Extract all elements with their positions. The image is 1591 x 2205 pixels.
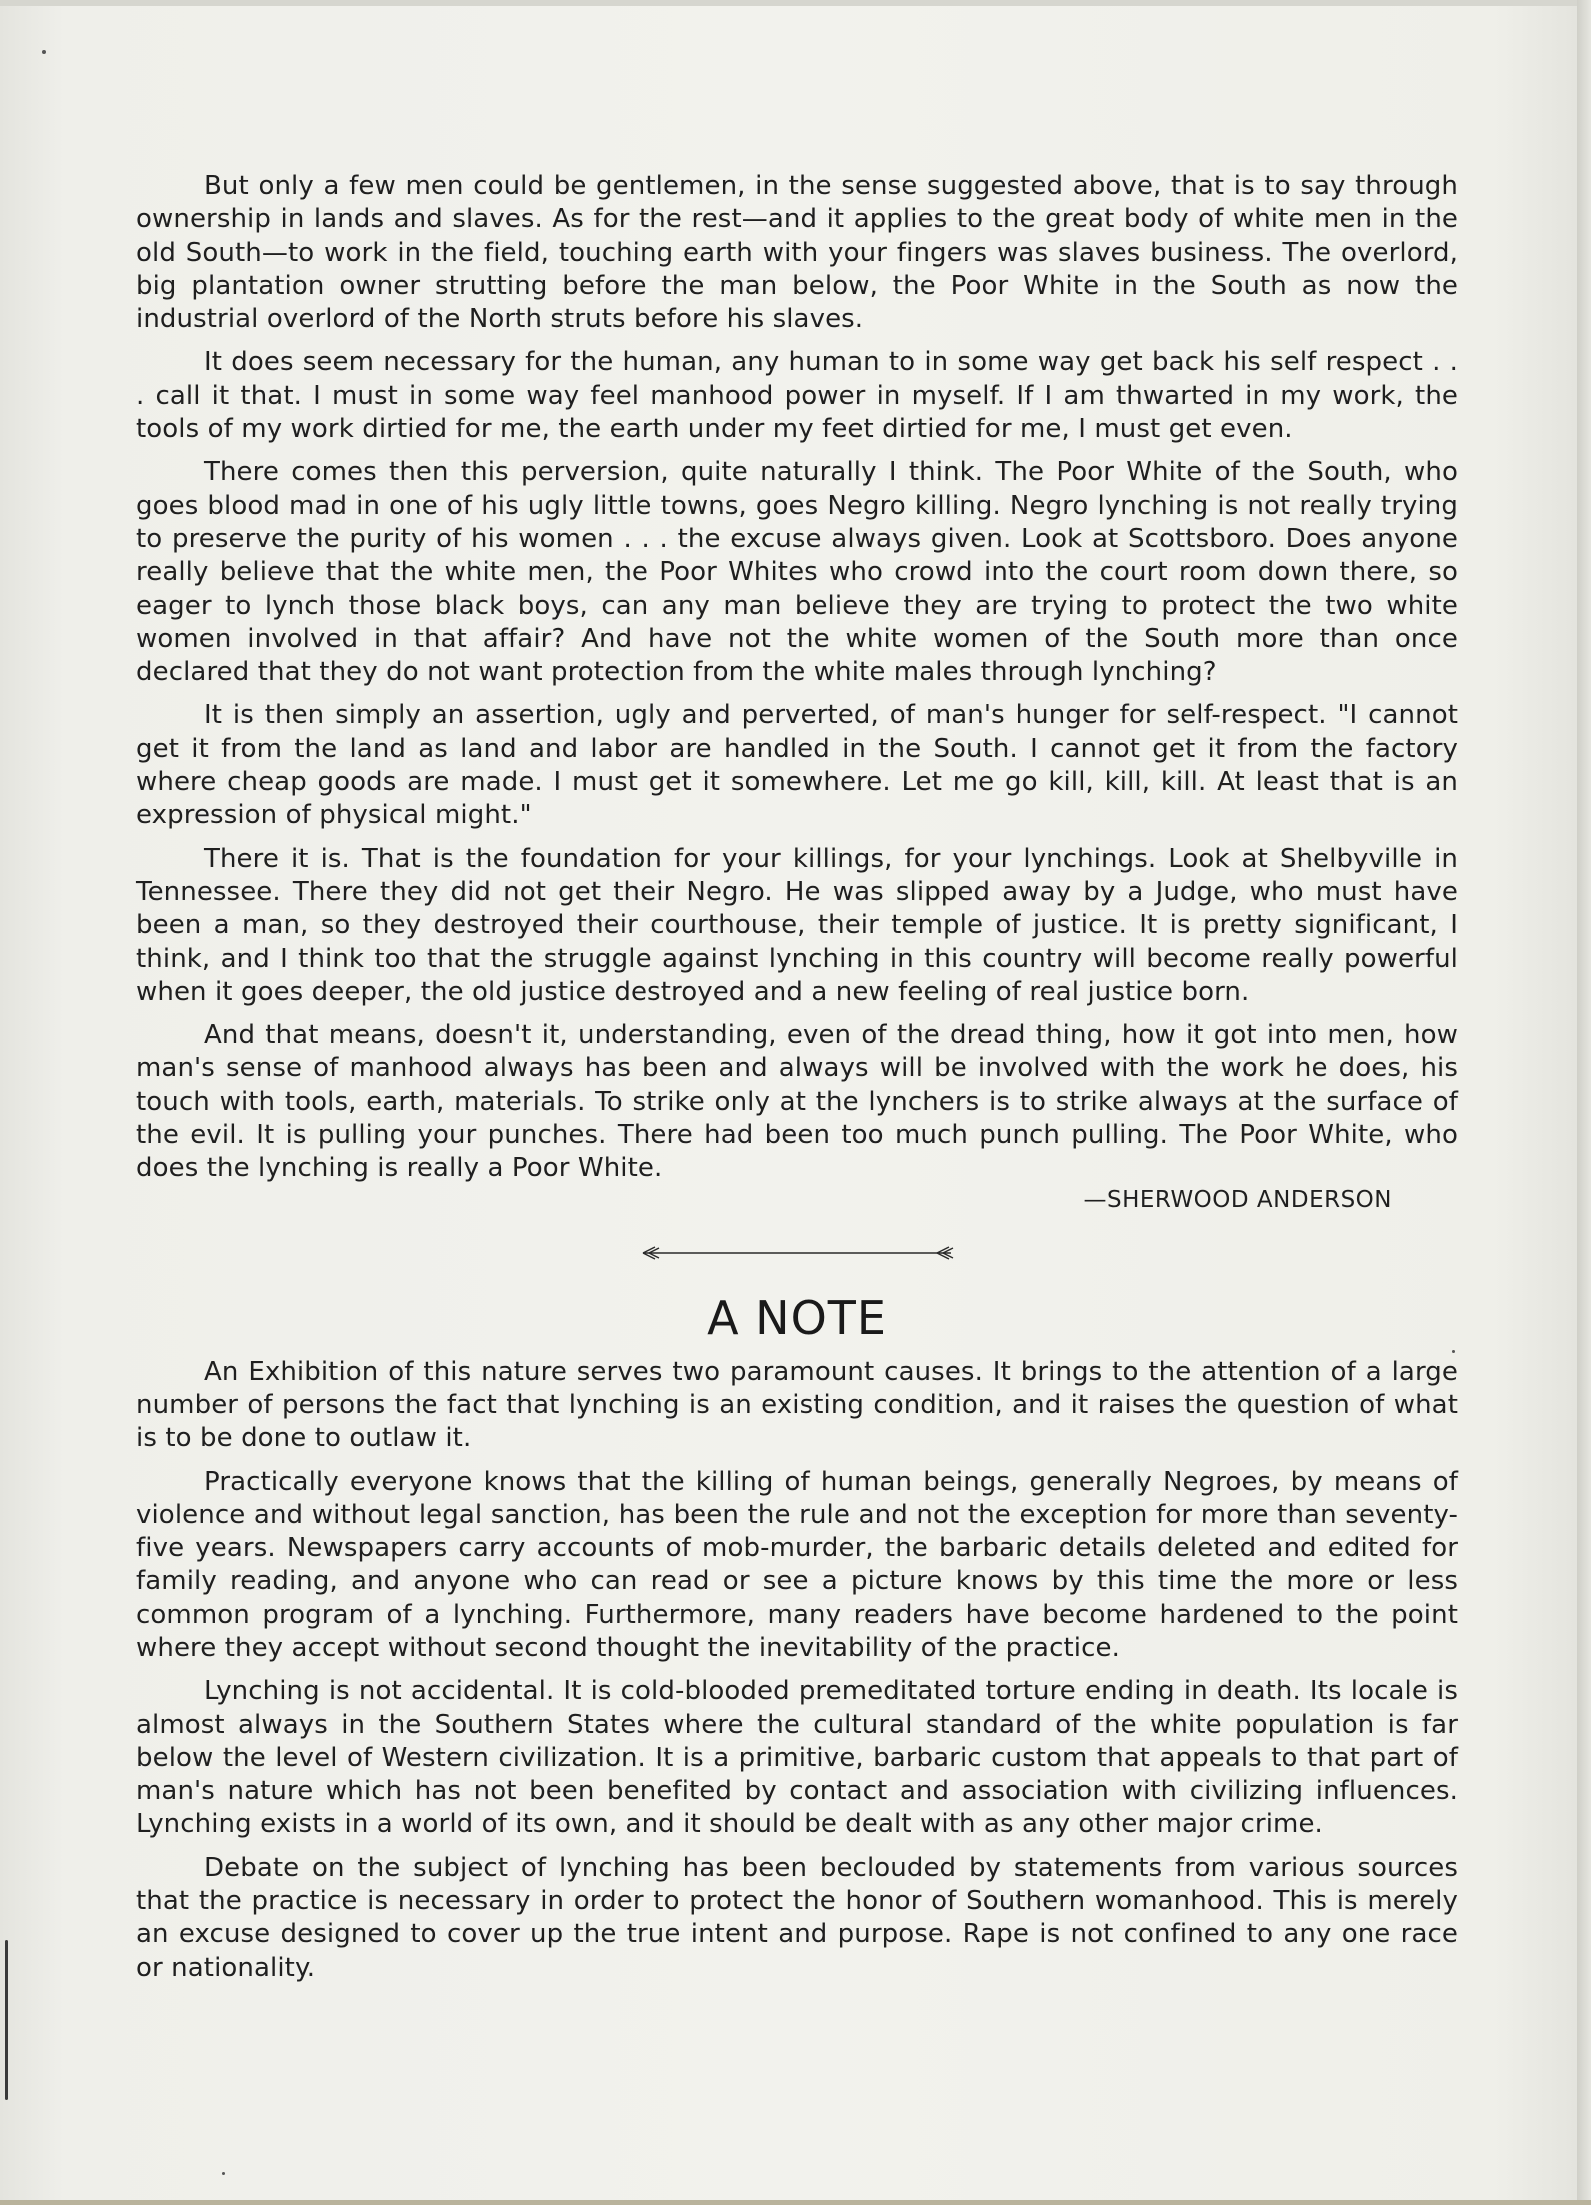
text-column: [136, 170, 1458, 1995]
article-paragraph: It does seem necessary for the human, any human to in some way get back his self respect . . . call it that. I must in some way feel manhood power in myself. If I am thwarted in my work, the tools of my work dirtied for me, the earth under my feet dirtied for me, I must get even.: [136, 347, 1458, 445]
binding-mark: [5, 1940, 8, 2100]
article-paragraph: It is then simply an assertion, ugly and perverted, of man's hunger for self-respect. "I cannot get it from the land as land and labor are handled in the South. I cannot get it from the factory where cheap goods are made. I must get it somewhere. Let me go kill, kill, kill. At least that is an expression of physical might.": [136, 700, 1458, 831]
article-paragraph: And that means, doesn't it, understanding, even of the dread thing, how it got into men, how man's sense of manhood always has been and always will be involved with the work he does, his touch with tools, earth, materials. To strike only at the lynchers is to strike always at the surface of the evil. It is pulling your punches. There had been too much punch pulling. The Poor White, who does the lynching is really a Poor White.: [136, 1020, 1458, 1184]
note-paragraph: Practically everyone knows that the killing of human beings, generally Negroes, by means of violence and without legal sanction, has been the rule and not the exception for more than seventy-five years. Newspapers carry accounts of mob-murder, the barbaric details deleted and edited for family reading, and anyone who can read or see a picture knows by this time the more or less common program of a lynching. Furthermore, many readers have become hardened to the point where they accept without second thought the inevitability of the practice.: [136, 1466, 1458, 1663]
article-section: [136, 170, 1458, 1218]
article-paragraph: There comes then this perversion, quite naturally I think. The Poor White of the South, who goes blood mad in one of his ugly little towns, goes Negro killing. Negro lynching is not really trying to preserve the purity of his women . . . the excuse always given. Look at Scottsboro. Does anyone really believe that the white men, the Poor Whites who crowd into the court room down there, so eager to lynch those black boys, can any man believe they are trying to protect the two white women involved in that affair? And have not the white women of the South more than once declared that they do not want protection from the white males through lynching?: [136, 457, 1458, 688]
note-section: [136, 1288, 1458, 1985]
note-paragraph: An Exhibition of this nature serves two paramount causes. It brings to the attention of a large number of persons the fact that lynching is an existing condition, and it raises the question of what is to be done to outlaw it.: [136, 1356, 1458, 1454]
page-bottom-edge: [0, 2200, 1591, 2205]
article-paragraph: But only a few men could be gentlemen, in the sense suggested above, that is to say through ownership in lands and slaves. As for the rest—and it applies to the great body of white men in the old South—to work in the field, touching earth with your fingers was slaves business. The overlord, big plantation owner strutting before the man below, the Poor White in the South as now the industrial overlord of the North struts before his slaves.: [136, 171, 1458, 335]
paper-speck: [222, 2172, 225, 2175]
note-paragraph: Debate on the subject of lynching has been beclouded by statements from various sources that the practice is necessary in order to protect the honor of Southern womanhood. This is merely an excuse designed to cover up the true intent and purpose. Rape is not confined to any one race or nationality.: [136, 1852, 1458, 1983]
page-top-edge: [0, 0, 1591, 6]
paper-speck: [42, 50, 46, 54]
note-heading: A NOTE: [707, 1290, 887, 1345]
page-right-edge: [1577, 0, 1591, 2205]
article-paragraph: There it is. That is the foundation for your killings, for your lynchings. Look at Shelbyville in Tennessee. There they did not get their Negro. He was slipped away by a Judge, who must have been a man, so they destroyed their courthouse, their temple of justice. It is pretty significant, I think, and I think too that the struggle against lynching in this country will become really powerful when it goes deeper, the old justice destroyed and a new feeling of real justice born.: [136, 843, 1458, 1007]
author-signature: —SHERWOOD ANDERSON: [1083, 1186, 1392, 1213]
note-paragraph: Lynching is not accidental. It is cold-blooded premeditated torture ending in death. Its locale is almost always in the Southern States where the cultural standard of the white population is far below the level of Western civilization. It is a primitive, barbaric custom that appeals to that part of man's nature which has not been benefited by contact and association with civilizing influences. Lynching exists in a world of its own, and it should be dealt with as any other major crime.: [136, 1676, 1458, 1840]
divider-ornament-icon: [637, 1240, 957, 1266]
